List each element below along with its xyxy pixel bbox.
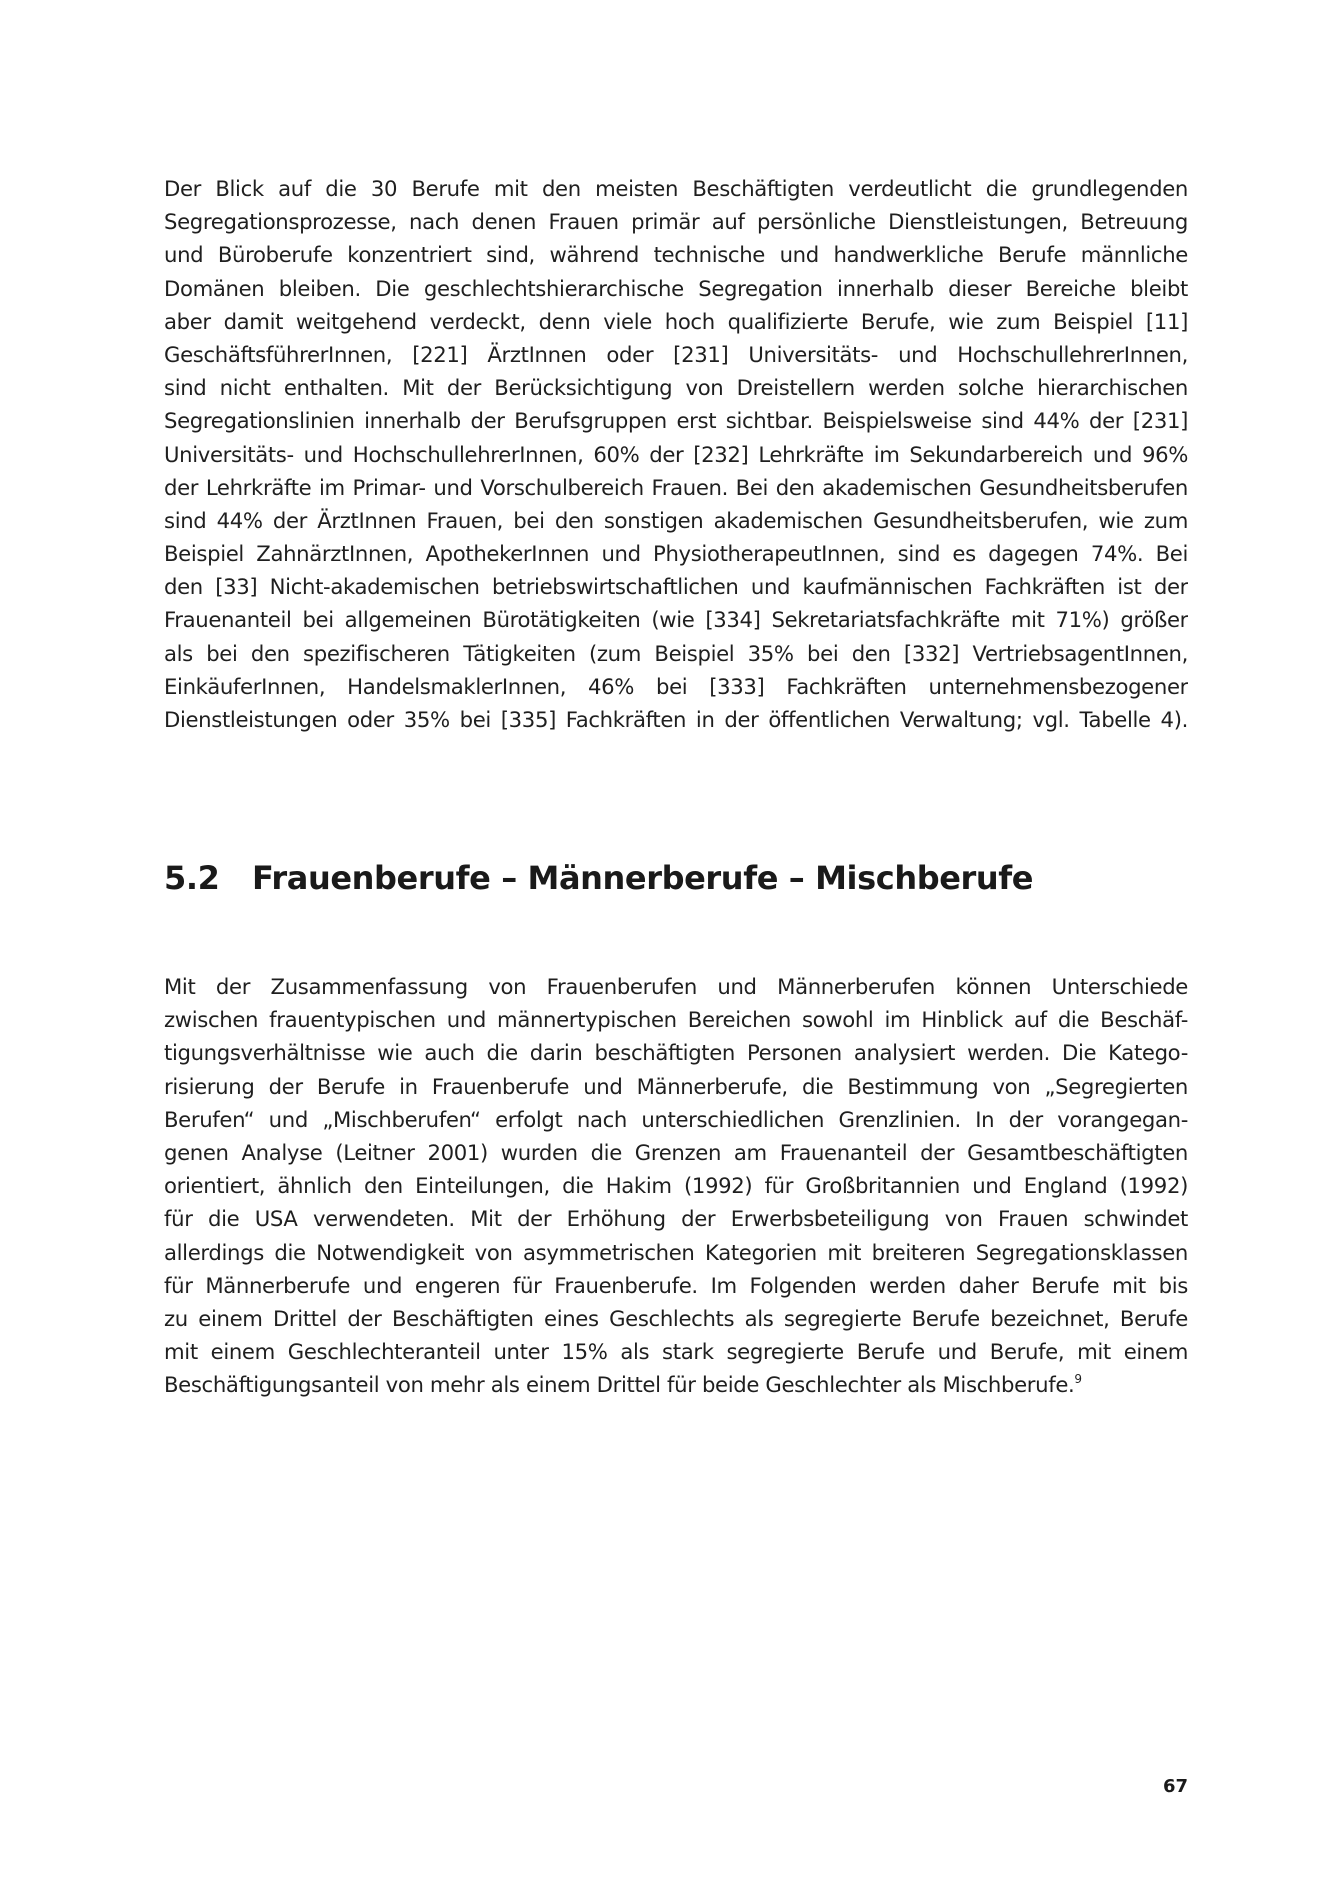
text-line: sind 44% der ÄrztInnen Frauen, bei den sonstigen akademischen Gesundheitsberufen, wie zum (164, 507, 1188, 533)
section-title: Frauenberufe – Männerberufe – Mischberufe (252, 859, 1034, 897)
text-line: orientiert, ähnlich den Einteilungen, die Hakim (1992) für Großbritannien und England (1992) (164, 1173, 1188, 1199)
text-line: EinkäuferInnen, HandelsmaklerInnen, 46% bei [333] Fachkräften unternehmensbezogener (164, 673, 1188, 699)
text-line: Universitäts- und HochschullehrerInnen, 60% der [232] Lehrkräfte im Sekundarbereich und 96% (164, 441, 1188, 467)
text-line-content: Beschäftigungsanteil von mehr als einem Drittel für beide Geschlechter als Mischberufe. (164, 1372, 1075, 1398)
text-line (164, 1368, 1188, 1401)
section-number: 5.2 (164, 859, 220, 897)
body-paragraph-2 (164, 970, 1188, 1401)
text-line: risierung der Berufe in Frauenberufe und Männerberufe, die Bestimmung von „Segregierten (164, 1073, 1188, 1099)
text-line: tigungsverhältnisse wie auch die darin beschäftigten Personen analysiert werden. Die Katego- (164, 1040, 1188, 1066)
text-line: allerdings die Notwendigkeit von asymmetrischen Kategorien mit breiteren Segregationsklassen (164, 1239, 1188, 1265)
text-line: der Lehrkräfte im Primar- und Vorschulbereich Frauen. Bei den akademischen Gesundheitsberufen (164, 474, 1188, 500)
text-line: Segregationslinien innerhalb der Berufsgruppen erst sichtbar. Beispielsweise sind 44% der [231] (164, 408, 1188, 434)
section-heading (164, 856, 1033, 900)
text-line: genen Analyse (Leitner 2001) wurden die Grenzen am Frauenanteil der Gesamtbeschäftigten (164, 1139, 1188, 1165)
text-line: und Büroberufe konzentriert sind, während technische und handwerkliche Berufe männliche (164, 242, 1188, 268)
text-line: Mit der Zusammenfassung von Frauenberufen und Männerberufen können Unterschiede (164, 974, 1188, 999)
text-line: den [33] Nicht-akademischen betriebswirtschaftlichen und kaufmännischen Fachkräften ist der (164, 574, 1188, 600)
text-line: als bei den spezifischeren Tätigkeiten (zum Beispiel 35% bei den [332] VertriebsagentInnen, (164, 640, 1188, 666)
text-line: für die USA verwendeten. Mit der Erhöhung der Erwerbsbeteiligung von Frauen schwindet (164, 1206, 1188, 1232)
text-line: Domänen bleiben. Die geschlechtshierarchische Segregation innerhalb dieser Bereiche bleibt (164, 275, 1188, 301)
footnote-marker[interactable]: 9 (1074, 1372, 1082, 1387)
text-line: sind nicht enthalten. Mit der Berücksichtigung von Dreistellern werden solche hierarchischen (164, 375, 1188, 401)
text-line: zwischen frauentypischen und männertypischen Bereichen sowohl im Hinblick auf die Beschäf- (164, 1007, 1188, 1033)
text-line: zu einem Drittel der Beschäftigten eines Geschlechts als segregierte Berufe bezeichnet, Berufe (164, 1305, 1188, 1331)
text-line: Beispiel ZahnärztInnen, ApothekerInnen und PhysiotherapeutInnen, sind es dagegen 74%. Bei (164, 541, 1188, 567)
text-line: für Männerberufe und engeren für Frauenberufe. Im Folgenden werden daher Berufe mit bis (164, 1272, 1188, 1298)
text-line: Segregationsprozesse, nach denen Frauen primär auf persönliche Dienstleistungen, Betreuung (164, 209, 1188, 235)
text-line: Der Blick auf die 30 Berufe mit den meisten Beschäftigten verdeutlicht die grundlegenden (164, 176, 1188, 201)
body-paragraph-1 (164, 172, 1188, 736)
text-line: Dienstleistungen oder 35% bei [335] Fachkräften in der öffentlichen Verwaltung; vgl. Tabelle 4). (164, 707, 1188, 732)
text-line: GeschäftsführerInnen, [221] ÄrztInnen oder [231] Universitäts- und HochschullehrerInnen, (164, 341, 1188, 367)
text-line: Berufen“ und „Mischberufen“ erfolgt nach unterschiedlichen Grenzlinien. In der vorangegan- (164, 1106, 1188, 1132)
text-line: aber damit weitgehend verdeckt, denn viele hoch qualifizierte Berufe, wie zum Beispiel [11] (164, 308, 1188, 334)
text-line: mit einem Geschlechteranteil unter 15% als stark segregierte Berufe und Berufe, mit einem (164, 1339, 1188, 1365)
page-number: 67 (1162, 1776, 1188, 1797)
text-line: Frauenanteil bei allgemeinen Bürotätigkeiten (wie [334] Sekretariatsfachkräfte mit 71%) größer (164, 607, 1188, 633)
